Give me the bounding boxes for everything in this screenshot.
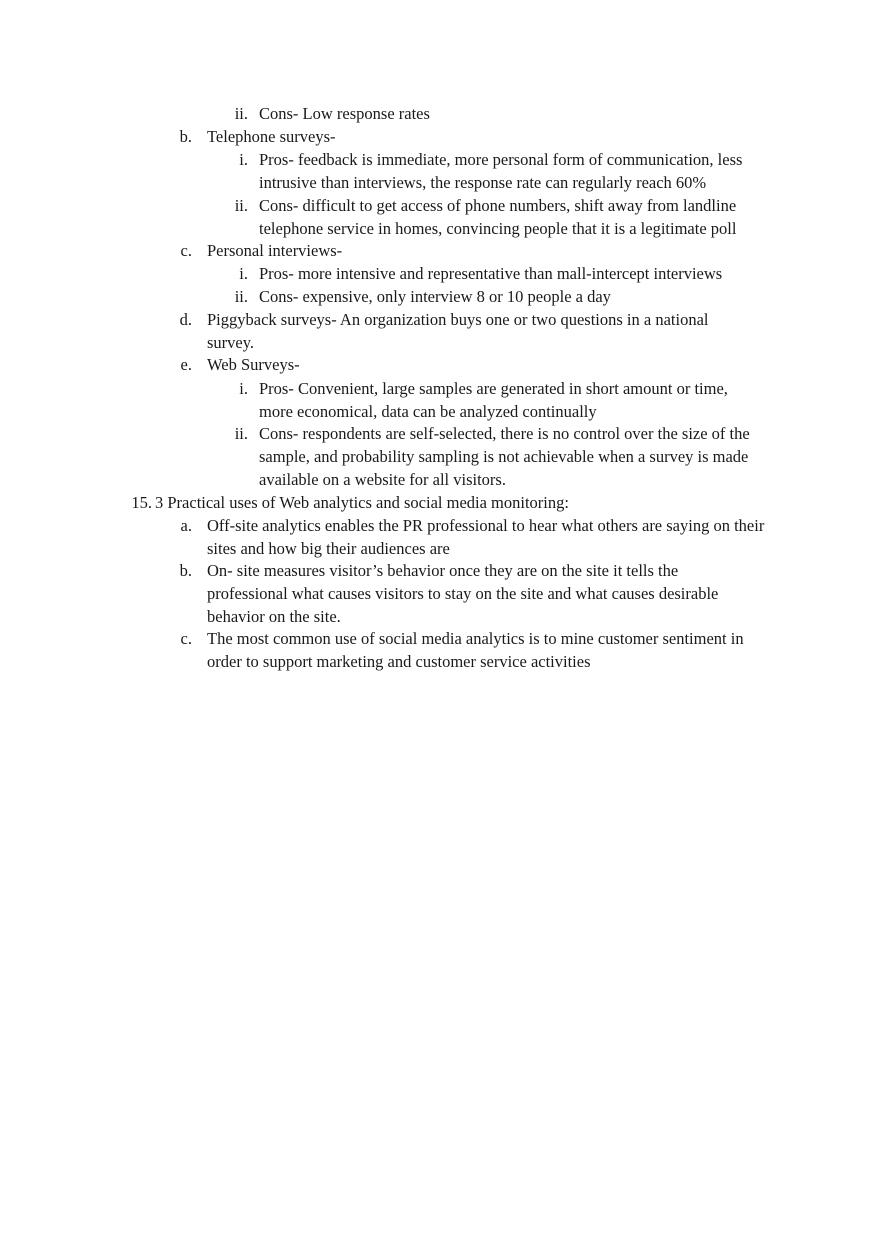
list-marker: 15. [131,493,152,512]
list-marker: ii. [234,287,248,306]
list-text: Pros- Convenient, large samples are generated in short amount or time, more economical, data can be analyzed continually [259,379,728,421]
list-text: Cons- expensive, only interview 8 or 10 people a day [259,287,611,306]
list-text: Pros- feedback is immediate, more personal form of communication, less intrusive than interviews, the response rate can regularly reach 60% [259,150,743,192]
list-marker: i. [239,379,248,398]
list-text: Cons- Low response rates [259,104,430,123]
list-marker: a. [180,516,192,535]
list-marker: ii. [234,424,248,443]
list-marker: i. [239,150,248,169]
list-text: The most common use of social media analytics is to mine customer sentiment in order to support marketing and customer service activities [207,629,744,671]
list-marker: c. [180,241,192,260]
list-marker: e. [180,355,192,374]
list-marker: b. [179,561,192,580]
list-marker: ii. [234,196,248,215]
list-text: Web Surveys- [207,355,300,374]
list-text: Off-site analytics enables the PR professional to hear what others are saying on their sites and how big their audiences are [207,516,765,558]
list-text: Cons- respondents are self-selected, there is no control over the size of the sample, and probability sampling is not achievable when a survey is made available on a website for all visitors. [259,424,750,489]
list-text: On- site measures visitor’s behavior once they are on the site it tells the professional what causes visitors to stay on the site and what causes desirable behavior on the site. [207,561,719,626]
list-text: Personal interviews- [207,241,343,260]
list-text: 3 Practical uses of Web analytics and social media monitoring: [155,493,569,512]
list-text: Cons- difficult to get access of phone numbers, shift away from landline telephone service in homes, convincing people that it is a legitimate poll [259,196,737,238]
list-marker: d. [179,310,192,329]
list-marker: ii. [234,104,248,123]
list-marker: i. [239,264,248,283]
list-text: Telephone surveys- [207,127,336,146]
list-text: Pros- more intensive and representative than mall-intercept interviews [259,264,723,283]
list-text: Piggyback surveys- An organization buys one or two questions in a national survey. [207,310,709,352]
list-marker: c. [180,629,192,648]
list-marker: b. [179,127,192,146]
